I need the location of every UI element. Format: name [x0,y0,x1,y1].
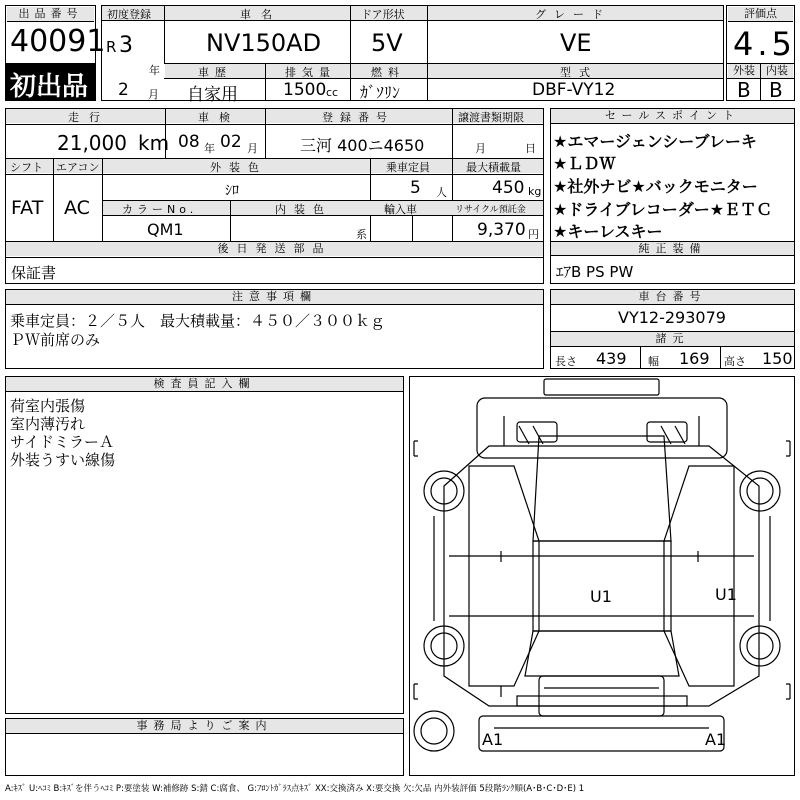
notes-line: 乗車定員：２／５人 最大積載量：４５０／３００ｋｇ [10,312,386,330]
displacement-unit: cc [326,86,339,99]
interior-color-unit: 系 [356,228,367,241]
door-label: ドア形状 [361,8,405,21]
shift-label: シフト [10,161,43,174]
inspection-year: 08 [178,132,200,152]
car-name: NV150AD [206,29,322,57]
inspector-label: 検査員記入欄 [6,377,403,392]
mileage-label: 走行 [68,111,110,124]
spare-wheel [414,711,454,751]
front-bumper-outline [477,398,727,458]
body-outline [444,446,759,706]
lot-number-label: 出品番号 [7,7,94,22]
length-label: 長さ [555,355,577,368]
model-code: DBF-VY12 [532,80,616,100]
ac-label: エアコン [56,161,100,174]
first-reg-label: 初度登録 [107,8,151,21]
first-reg-era: R [106,38,117,56]
damage-mark: U1 [590,587,612,606]
capacity: 5 [410,178,421,198]
car-name-label: 車名 [240,8,282,21]
later-parts-label: 後日発送部品 [6,242,543,256]
fuel: ｶﾞｿﾘﾝ [360,83,401,102]
notes-label: 注意事項欄 [6,290,543,305]
recycle-label: リサイクル預託金 [455,205,526,215]
mileage-unit: km [138,131,170,155]
inspection-month: 02 [220,132,242,152]
recycle: 9,370 [477,220,526,240]
later-parts: 保証書 [11,264,57,282]
exterior-grade-label: 外装 [728,64,760,78]
fuel-label: 燃料 [371,66,405,79]
color-no-label: カラーNo. [122,203,198,216]
inspection-label: 車検 [198,111,240,124]
rear-right-wheel [740,626,780,666]
grade-label: グレード [535,8,611,21]
shift: FAT [11,197,44,219]
color-no: QM1 [147,220,184,239]
recycle-unit: 円 [528,228,539,241]
equipment-label: 純正装備 [551,242,794,256]
office-label: 事務局よりご案内 [6,719,403,734]
inspector-line: 外装うすい線傷 [10,451,116,469]
rear-bumper-top [517,696,687,706]
model-code-label: 型式 [560,66,598,79]
interior-color-label: 内装色 [275,203,332,216]
chassis-label: 車台番号 [551,290,794,305]
history-label: 車歴 [198,66,232,79]
inspection-month-unit: 月 [247,142,258,155]
inspector-line: サイドミラーＡ [10,433,114,451]
interior-grade: B [769,78,783,102]
history: 自家用 [187,85,238,105]
grade: VE [560,29,592,57]
front-right-wheel [740,471,780,511]
header-label-strip [102,6,723,20]
score-label: 評価点 [728,7,793,22]
max-load: 450 [492,178,525,198]
car-diagram [409,376,795,776]
sales-point-item: ★キーレスキー [553,222,663,241]
transfer-month-unit: 月 [475,142,486,155]
chassis-number: VY12-293079 [618,308,726,327]
score: 4.5 [733,25,796,63]
import-label: 輸入車 [384,203,417,216]
lot-number: 40091 [10,24,106,59]
sales-point-item: ★ＬＤＷ [553,154,616,173]
sales-points-label: セールスポイント [551,109,794,124]
length: 439 [596,349,627,368]
headlight-right [647,422,687,442]
mileage: 21,000 [57,131,127,155]
dims-label: 諸元 [551,331,794,347]
inspector-line: 荷室内張傷 [10,397,86,415]
first-reg-year-unit: 年 [149,64,160,77]
sales-point-item: ★社外ナビ★バックモニター [553,177,758,196]
displacement-label: 排気量 [285,66,336,79]
height: 150 [762,349,793,368]
notes-line: ＰＷ前席のみ [10,331,101,349]
damage-mark: A1 [705,730,727,749]
reg-no-label: 登録番号 [322,111,394,124]
max-load-label: 最大積載量 [466,161,521,174]
rear-window [525,631,679,676]
color: ｼﾛ [225,183,239,199]
ac: AC [64,197,90,219]
equipment: ｴｱB PS PW [556,263,634,281]
width: 169 [679,349,710,368]
max-load-unit: kg [528,185,542,198]
displacement: 1500 [283,80,327,100]
damage-mark: A1 [482,730,504,749]
inspection-year-unit: 年 [204,142,215,155]
capacity-unit: 人 [436,186,447,199]
roof-rail [544,379,659,395]
roof-panel [533,541,671,631]
door-type: 5V [371,29,403,57]
first-listing-text: 初出品 [10,72,89,102]
transfer-label: 譲渡書類期限 [458,111,524,124]
first-reg-year: 3 [119,33,133,58]
reg-no: 三河 400ニ4650 [300,136,425,155]
capacity-label: 乗車定員 [386,161,430,174]
legend: A:ｷｽﾞ U:ﾍｺﾐ B:ｷｽﾞを伴うﾍｺﾐ P:要塗装 W:補修跡 S:錆 C:腐食、 G:ﾌﾛﾝﾄｶﾞﾗｽ点ｷｽﾞ XX:交換済み X:要交換 欠:欠品 内外装評価 5段階ﾗﾝｸ順(A･B･C･D･E) 1 [5,784,585,794]
sales-point-item: ★エマージェンシーブレーキ [553,132,757,151]
rear-bumper [479,716,727,751]
damage-mark: U1 [715,585,737,604]
first-reg-month: 2 [118,80,129,100]
first-reg-month-unit: 月 [148,88,159,101]
inspector-line: 室内薄汚れ [10,415,86,433]
transfer-day-unit: 日 [525,142,536,155]
color-label: 外装色 [210,161,267,174]
sales-point-item: ★ドライブレコーダー★ＥＴＣ [553,200,773,219]
width-label: 幅 [648,355,659,368]
height-label: 高さ [724,355,746,368]
windshield [533,436,671,541]
sub-label-strip [165,64,723,78]
exterior-grade: B [737,78,751,102]
interior-grade-label: 内装 [761,64,793,78]
